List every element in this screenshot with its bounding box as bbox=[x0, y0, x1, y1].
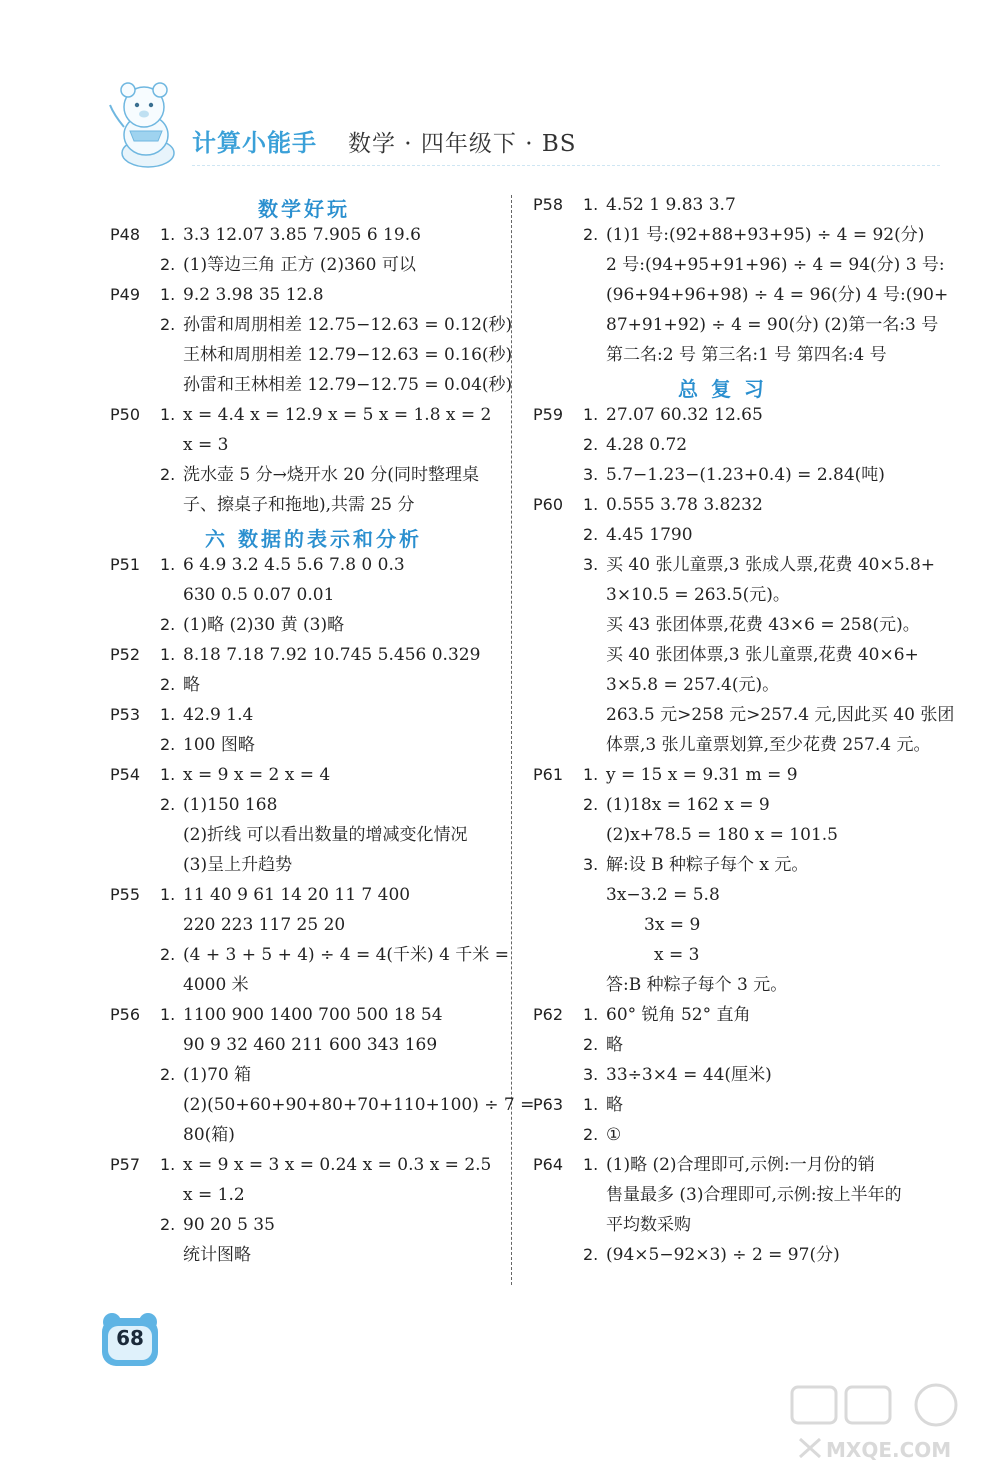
answer-text: ① bbox=[606, 1125, 622, 1145]
question-number: 1. bbox=[583, 405, 599, 424]
answer-text: 孙雷和王林相差 12.79−12.75 = 0.04(秒) bbox=[183, 375, 513, 395]
answer-text: 6 4.9 3.2 4.5 5.6 7.8 0 0.3 bbox=[183, 555, 405, 575]
question-number: 3. bbox=[583, 555, 599, 574]
answer-text: 3×10.5 = 263.5(元)。 bbox=[606, 585, 790, 605]
question-number: 1. bbox=[583, 1155, 599, 1174]
question-number: 2. bbox=[160, 1215, 176, 1234]
question-number: 1. bbox=[160, 405, 176, 424]
question-number: 2. bbox=[160, 1065, 176, 1084]
answer-text: 90 9 32 460 211 600 343 169 bbox=[183, 1035, 438, 1055]
question-number: 2. bbox=[160, 615, 176, 634]
answer-text: 3.3 12.07 3.85 7.905 6 19.6 bbox=[183, 225, 421, 245]
question-number: 1. bbox=[160, 225, 176, 244]
answer-text: 买 40 张儿童票,3 张成人票,花费 40×5.8+ bbox=[606, 555, 936, 575]
answer-text: 2 号:(94+95+91+96) ÷ 4 = 94(分) 3 号: bbox=[606, 255, 945, 275]
answer-text: 买 43 张团体票,花费 43×6 = 258(元)。 bbox=[606, 615, 920, 635]
answer-text: (1)略 (2)30 黄 (3)略 bbox=[183, 615, 345, 635]
answer-text: 630 0.5 0.07 0.01 bbox=[183, 585, 335, 605]
answer-text: 孙雷和周朋相差 12.75−12.63 = 0.12(秒) bbox=[183, 315, 513, 335]
page-ref: P48 bbox=[110, 225, 141, 244]
page-ref: P54 bbox=[110, 765, 141, 784]
answer-text: 略 bbox=[606, 1035, 623, 1055]
question-number: 2. bbox=[160, 795, 176, 814]
answer-text: x = 3 bbox=[654, 945, 700, 965]
page-number: 68 bbox=[116, 1326, 144, 1350]
answer-text: (2)x+78.5 = 180 x = 101.5 bbox=[606, 825, 838, 845]
answer-text: 统计图略 bbox=[183, 1245, 251, 1265]
answer-text: 买 40 张团体票,3 张儿童票,花费 40×6+ bbox=[606, 645, 919, 665]
section-heading: 数学好玩 bbox=[258, 197, 350, 221]
answer-text: 略 bbox=[606, 1095, 623, 1115]
question-number: 2. bbox=[160, 945, 176, 964]
page-ref: P64 bbox=[533, 1155, 564, 1174]
answer-text: 略 bbox=[183, 675, 200, 695]
question-number: 1. bbox=[160, 705, 176, 724]
question-number: 1. bbox=[160, 645, 176, 664]
answer-text: (1)略 (2)合理即可,示例:一月份的销 bbox=[606, 1155, 875, 1175]
answer-text: (1)70 箱 bbox=[183, 1065, 252, 1085]
answer-text: 220 223 117 25 20 bbox=[183, 915, 346, 935]
question-number: 1. bbox=[160, 1155, 176, 1174]
brand-title: 计算小能手 bbox=[192, 129, 317, 157]
answer-text: 100 图略 bbox=[183, 735, 255, 755]
page-ref: P56 bbox=[110, 1005, 141, 1024]
answer-text: x = 3 bbox=[183, 435, 229, 455]
page-ref: P60 bbox=[533, 495, 564, 514]
answer-text: 答:B 种粽子每个 3 元。 bbox=[606, 975, 788, 995]
question-number: 1. bbox=[160, 765, 176, 784]
question-number: 3. bbox=[583, 855, 599, 874]
question-number: 3. bbox=[583, 465, 599, 484]
question-number: 1. bbox=[160, 1005, 176, 1024]
section-heading: 总 复 习 bbox=[678, 377, 767, 401]
section-heading: 六 数据的表示和分析 bbox=[205, 527, 422, 551]
answer-text: (2)(50+60+90+80+70+110+100) ÷ 7 = bbox=[183, 1095, 535, 1115]
subject-title: 数学 · 四年级下 · BS bbox=[348, 131, 577, 157]
page-ref: P50 bbox=[110, 405, 141, 424]
svg-text:MXQE.COM: MXQE.COM bbox=[826, 1438, 952, 1462]
answer-text: (2)折线 可以看出数量的增减变化情况 bbox=[183, 825, 468, 845]
answer-text: 80(箱) bbox=[183, 1125, 235, 1145]
question-number: 2. bbox=[583, 225, 599, 244]
watermark-logo bbox=[786, 1381, 974, 1463]
page-ref: P62 bbox=[533, 1005, 564, 1024]
answer-text: 3x−3.2 = 5.8 bbox=[606, 885, 720, 905]
answer-text: 洗水壶 5 分→烧开水 20 分(同时整理桌 bbox=[183, 465, 479, 485]
question-number: 1. bbox=[583, 1095, 599, 1114]
answer-text: 解:设 B 种粽子每个 x 元。 bbox=[606, 855, 809, 875]
header-rule bbox=[192, 165, 940, 166]
answer-text: 体票,3 张儿童票划算,至少花费 257.4 元。 bbox=[606, 735, 931, 755]
answer-text: 27.07 60.32 12.65 bbox=[606, 405, 763, 425]
answer-text: 3x = 9 bbox=[644, 915, 701, 935]
question-number: 2. bbox=[583, 795, 599, 814]
answer-text: (1)18x = 162 x = 9 bbox=[606, 795, 770, 815]
answer-text: 第二名:2 号 第三名:1 号 第四名:4 号 bbox=[606, 345, 887, 365]
answer-text: (94×5−92×3) ÷ 2 = 97(分) bbox=[606, 1245, 840, 1265]
question-number: 1. bbox=[583, 495, 599, 514]
answer-text: (4 + 3 + 5 + 4) ÷ 4 = 4(千米) 4 千米 = bbox=[183, 945, 509, 965]
answer-text: x = 9 x = 2 x = 4 bbox=[183, 765, 331, 785]
answer-text: 87+91+92) ÷ 4 = 90(分) (2)第一名:3 号 bbox=[606, 315, 939, 335]
answer-text: 42.9 1.4 bbox=[183, 705, 254, 725]
question-number: 2. bbox=[160, 735, 176, 754]
question-number: 2. bbox=[583, 1035, 599, 1054]
question-number: 1. bbox=[160, 555, 176, 574]
answer-text: (96+94+96+98) ÷ 4 = 96(分) 4 号:(90+ bbox=[606, 285, 949, 305]
question-number: 3. bbox=[583, 1065, 599, 1084]
answer-text: 4.45 1790 bbox=[606, 525, 693, 545]
page-ref: P61 bbox=[533, 765, 564, 784]
answer-text: (1)150 168 bbox=[183, 795, 278, 815]
page-ref: P53 bbox=[110, 705, 141, 724]
answer-text: 33÷3×4 = 44(厘米) bbox=[606, 1065, 772, 1085]
answer-text: x = 9 x = 3 x = 0.24 x = 0.3 x = 2.5 bbox=[183, 1155, 492, 1175]
question-number: 2. bbox=[160, 255, 176, 274]
question-number: 1. bbox=[583, 195, 599, 214]
answer-text: 平均数采购 bbox=[606, 1215, 691, 1235]
question-number: 2. bbox=[583, 435, 599, 454]
answer-text: 11 40 9 61 14 20 11 7 400 bbox=[183, 885, 411, 905]
answer-text: 60° 锐角 52° 直角 bbox=[606, 1005, 751, 1025]
question-number: 1. bbox=[160, 285, 176, 304]
page-ref: P63 bbox=[533, 1095, 564, 1114]
question-number: 2. bbox=[160, 465, 176, 484]
question-number: 2. bbox=[583, 525, 599, 544]
answer-text: 4.52 1 9.83 3.7 bbox=[606, 195, 736, 215]
page-ref: P51 bbox=[110, 555, 141, 574]
question-number: 1. bbox=[583, 765, 599, 784]
question-number: 2. bbox=[583, 1125, 599, 1144]
answer-text: 263.5 元>258 元>257.4 元,因此买 40 张团 bbox=[606, 705, 955, 725]
answer-text: 0.555 3.78 3.8232 bbox=[606, 495, 763, 515]
answer-text: 8.18 7.18 7.92 10.745 5.456 0.329 bbox=[183, 645, 481, 665]
answer-text: (3)呈上升趋势 bbox=[183, 855, 293, 875]
page-ref: P59 bbox=[533, 405, 564, 424]
page-ref: P58 bbox=[533, 195, 564, 214]
answer-text: x = 4.4 x = 12.9 x = 5 x = 1.8 x = 2 bbox=[183, 405, 492, 425]
answer-text: 王林和周朋相差 12.79−12.63 = 0.16(秒) bbox=[183, 345, 513, 365]
answer-text: 9.2 3.98 35 12.8 bbox=[183, 285, 324, 305]
question-number: 2. bbox=[160, 315, 176, 334]
answer-text: y = 15 x = 9.31 m = 9 bbox=[606, 765, 798, 785]
answer-text: 子、擦桌子和拖地),共需 25 分 bbox=[183, 495, 415, 515]
page-ref: P52 bbox=[110, 645, 141, 664]
question-number: 2. bbox=[160, 675, 176, 694]
page-ref: P55 bbox=[110, 885, 141, 904]
answer-text: 4000 米 bbox=[183, 975, 249, 995]
answer-text: (1)1 号:(92+88+93+95) ÷ 4 = 92(分) bbox=[606, 225, 925, 245]
question-number: 1. bbox=[583, 1005, 599, 1024]
question-number: 1. bbox=[160, 885, 176, 904]
page-header bbox=[100, 75, 940, 170]
page-ref: P49 bbox=[110, 285, 141, 304]
answer-text: 售量最多 (3)合理即可,示例:按上半年的 bbox=[606, 1185, 902, 1205]
answer-text: 4.28 0.72 bbox=[606, 435, 688, 455]
answer-text: 1100 900 1400 700 500 18 54 bbox=[183, 1005, 443, 1025]
answer-text: 5.7−1.23−(1.23+0.4) = 2.84(吨) bbox=[606, 465, 885, 485]
question-number: 2. bbox=[583, 1245, 599, 1264]
bear-mascot-icon bbox=[100, 75, 190, 170]
page-ref: P57 bbox=[110, 1155, 141, 1174]
answer-text: 3×5.8 = 257.4(元)。 bbox=[606, 675, 780, 695]
answer-text: 90 20 5 35 bbox=[183, 1215, 275, 1235]
answer-text: (1)等边三角 正方 (2)360 可以 bbox=[183, 255, 416, 275]
answer-text: x = 1.2 bbox=[183, 1185, 245, 1205]
